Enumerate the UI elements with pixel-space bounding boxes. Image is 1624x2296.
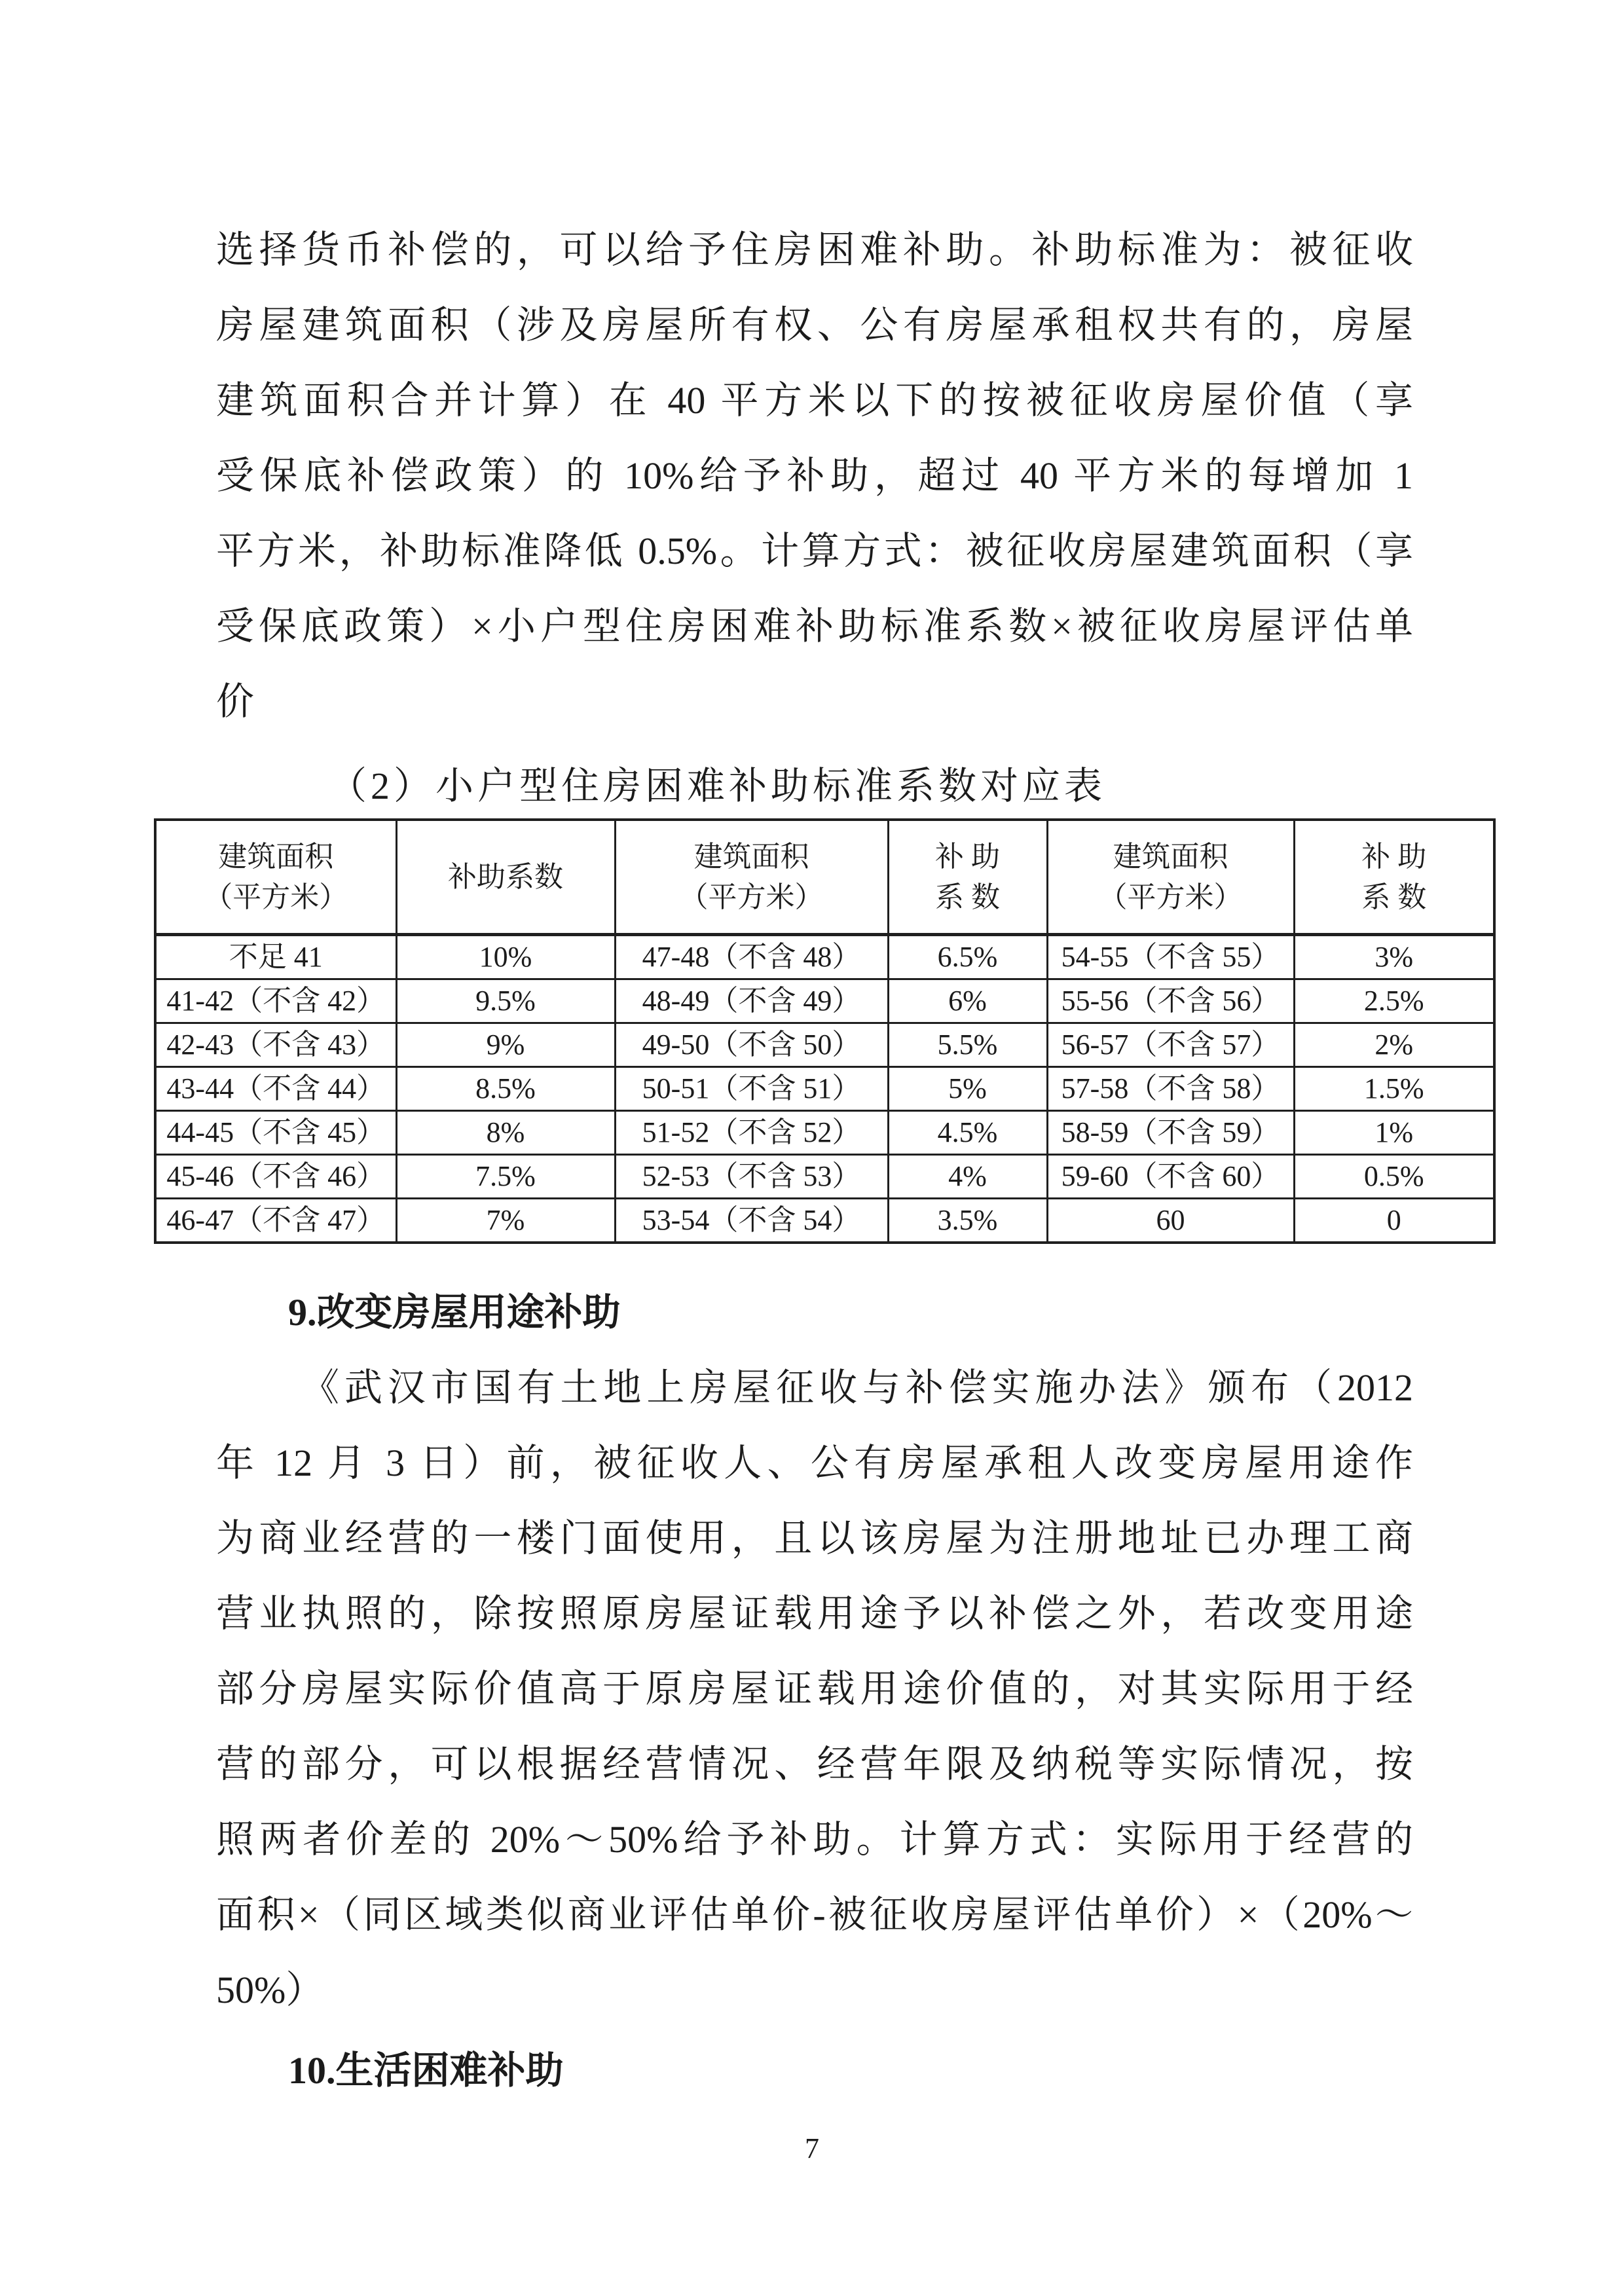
text-line: 选择货币补偿的，可以给予住房困难补助。补助标准为：被征收 bbox=[216, 228, 1413, 271]
table-cell: 57-58（不含 58） bbox=[1047, 1067, 1294, 1111]
header-line: （平方米） bbox=[679, 881, 824, 913]
text-line: 受保底政策）×小户型住房困难补助标准系数×被征收房屋评估单 bbox=[216, 605, 1413, 647]
table-cell: 49-50（不含 50） bbox=[615, 1023, 888, 1067]
table-header-row bbox=[155, 820, 1494, 935]
text-line: 营业执照的，除按照原房屋证载用途予以补偿之外，若改变用途 bbox=[216, 1592, 1413, 1635]
text-line: 50%） bbox=[216, 1969, 324, 2011]
table-cell: 9% bbox=[396, 1023, 615, 1067]
table-cell: 7% bbox=[396, 1199, 615, 1243]
table-cell: 54-55（不含 55） bbox=[1047, 935, 1294, 979]
text-line: 建筑面积合并计算）在 40 平方米以下的按被征收房屋价值（享 bbox=[216, 379, 1413, 422]
table-row bbox=[155, 1155, 1494, 1199]
table-cell: 不足 41 bbox=[155, 935, 396, 979]
table-cell: 9.5% bbox=[396, 979, 615, 1023]
table-cell: 2% bbox=[1294, 1023, 1494, 1067]
table-row bbox=[155, 1111, 1494, 1155]
header-line: （平方米） bbox=[1098, 881, 1243, 913]
table-row bbox=[155, 979, 1494, 1023]
page-number: 7 bbox=[805, 2132, 819, 2164]
section-9-paragraph bbox=[216, 1350, 1413, 2028]
table-cell: 1.5% bbox=[1294, 1067, 1494, 1111]
table-cell: 4.5% bbox=[888, 1111, 1047, 1155]
header-cell bbox=[615, 820, 888, 935]
section-9-heading: 9.改变房屋用途补助 bbox=[288, 1291, 621, 1334]
header-line: （平方米） bbox=[204, 881, 348, 913]
header-cell bbox=[155, 820, 396, 935]
table-cell: 47-48（不含 48） bbox=[615, 935, 888, 979]
header-cell bbox=[888, 820, 1047, 935]
header-line: 补助系数 bbox=[448, 860, 563, 893]
table-cell: 3% bbox=[1294, 935, 1494, 979]
table-cell: 58-59（不含 59） bbox=[1047, 1111, 1294, 1155]
table-cell: 42-43（不含 43） bbox=[155, 1023, 396, 1067]
table-cell: 56-57（不含 57） bbox=[1047, 1023, 1294, 1067]
header-line: 建筑面积 bbox=[693, 840, 809, 873]
table-cell: 7.5% bbox=[396, 1155, 615, 1199]
table-cell: 2.5% bbox=[1294, 979, 1494, 1023]
table-cell: 43-44（不含 44） bbox=[155, 1067, 396, 1111]
table-cell: 41-42（不含 42） bbox=[155, 979, 396, 1023]
table-cell: 4% bbox=[888, 1155, 1047, 1199]
table-cell: 52-53（不含 53） bbox=[615, 1155, 888, 1199]
table-cell: 51-52（不含 52） bbox=[615, 1111, 888, 1155]
table-cell: 0 bbox=[1294, 1199, 1494, 1243]
header-line: 建筑面积 bbox=[1113, 840, 1228, 873]
header-cell bbox=[1047, 820, 1294, 935]
table-cell: 6.5% bbox=[888, 935, 1047, 979]
text-line: 受保底补偿政策）的 10%给予补助，超过 40 平方米的每增加 1 bbox=[216, 454, 1413, 497]
table-cell: 1% bbox=[1294, 1111, 1494, 1155]
text-line: 照两者价差的 20%～50%给予补助。计算方式：实际用于经营的 bbox=[216, 1818, 1413, 1861]
text-line: 营的部分，可以根据经营情况、经营年限及纳税等实际情况，按 bbox=[216, 1743, 1413, 1785]
table-cell: 5% bbox=[888, 1067, 1047, 1111]
section-10-heading: 10.生活困难补助 bbox=[288, 2049, 564, 2092]
text-line: 部分房屋实际价值高于原房屋证载用途价值的，对其实际用于经 bbox=[216, 1667, 1413, 1710]
table-cell: 0.5% bbox=[1294, 1155, 1494, 1199]
text-line: 年 12 月 3 日）前，被征收人、公有房屋承租人改变房屋用途作 bbox=[216, 1442, 1413, 1484]
table-cell: 60 bbox=[1047, 1199, 1294, 1243]
table-cell: 53-54（不含 54） bbox=[615, 1199, 888, 1243]
table-cell: 45-46（不含 46） bbox=[155, 1155, 396, 1199]
text-line: 面积×（同区域类似商业评估单价-被征收房屋评估单价）×（20%～ bbox=[216, 1893, 1413, 1936]
table-cell: 50-51（不含 51） bbox=[615, 1067, 888, 1111]
table-cell: 48-49（不含 49） bbox=[615, 979, 888, 1023]
table-cell: 46-47（不含 47） bbox=[155, 1199, 396, 1243]
table-cell: 8% bbox=[396, 1111, 615, 1155]
small-unit-subsidy-coefficient-table bbox=[154, 818, 1496, 1244]
table-cell: 44-45（不含 45） bbox=[155, 1111, 396, 1155]
text-line: 《武汉市国有土地上房屋征收与补偿实施办法》颁布（2012 bbox=[301, 1366, 1413, 1409]
header-line: 系 数 bbox=[935, 881, 1000, 913]
text-line: 房屋建筑面积（涉及房屋所有权、公有房屋承租权共有的，房屋 bbox=[216, 304, 1413, 346]
text-line: 平方米，补助标准降低 0.5%。计算方式：被征收房屋建筑面积（享 bbox=[216, 530, 1413, 572]
table-cell: 59-60（不含 60） bbox=[1047, 1155, 1294, 1199]
table-row bbox=[155, 1199, 1494, 1243]
paragraph-housing-difficulty-subsidy bbox=[216, 212, 1413, 739]
table-cell: 10% bbox=[396, 935, 615, 979]
header-line: 补 助 bbox=[1361, 840, 1427, 873]
header-line: 建筑面积 bbox=[218, 840, 334, 873]
table-row bbox=[155, 1023, 1494, 1067]
table-cell: 3.5% bbox=[888, 1199, 1047, 1243]
header-cell bbox=[396, 820, 615, 935]
table-cell: 55-56（不含 56） bbox=[1047, 979, 1294, 1023]
table-cell: 6% bbox=[888, 979, 1047, 1023]
text-line: 为商业经营的一楼门面使用，且以该房屋为注册地址已办理工商 bbox=[216, 1517, 1413, 1559]
table-row bbox=[155, 935, 1494, 979]
table-title: （2）小户型住房困难补助标准系数对应表 bbox=[329, 765, 1107, 807]
header-cell bbox=[1294, 820, 1494, 935]
table-cell: 8.5% bbox=[396, 1067, 615, 1111]
table-row bbox=[155, 1067, 1494, 1111]
header-line: 补 助 bbox=[935, 840, 1000, 873]
header-line: 系 数 bbox=[1361, 881, 1427, 913]
text-line: 价 bbox=[216, 680, 255, 723]
table-cell: 5.5% bbox=[888, 1023, 1047, 1067]
